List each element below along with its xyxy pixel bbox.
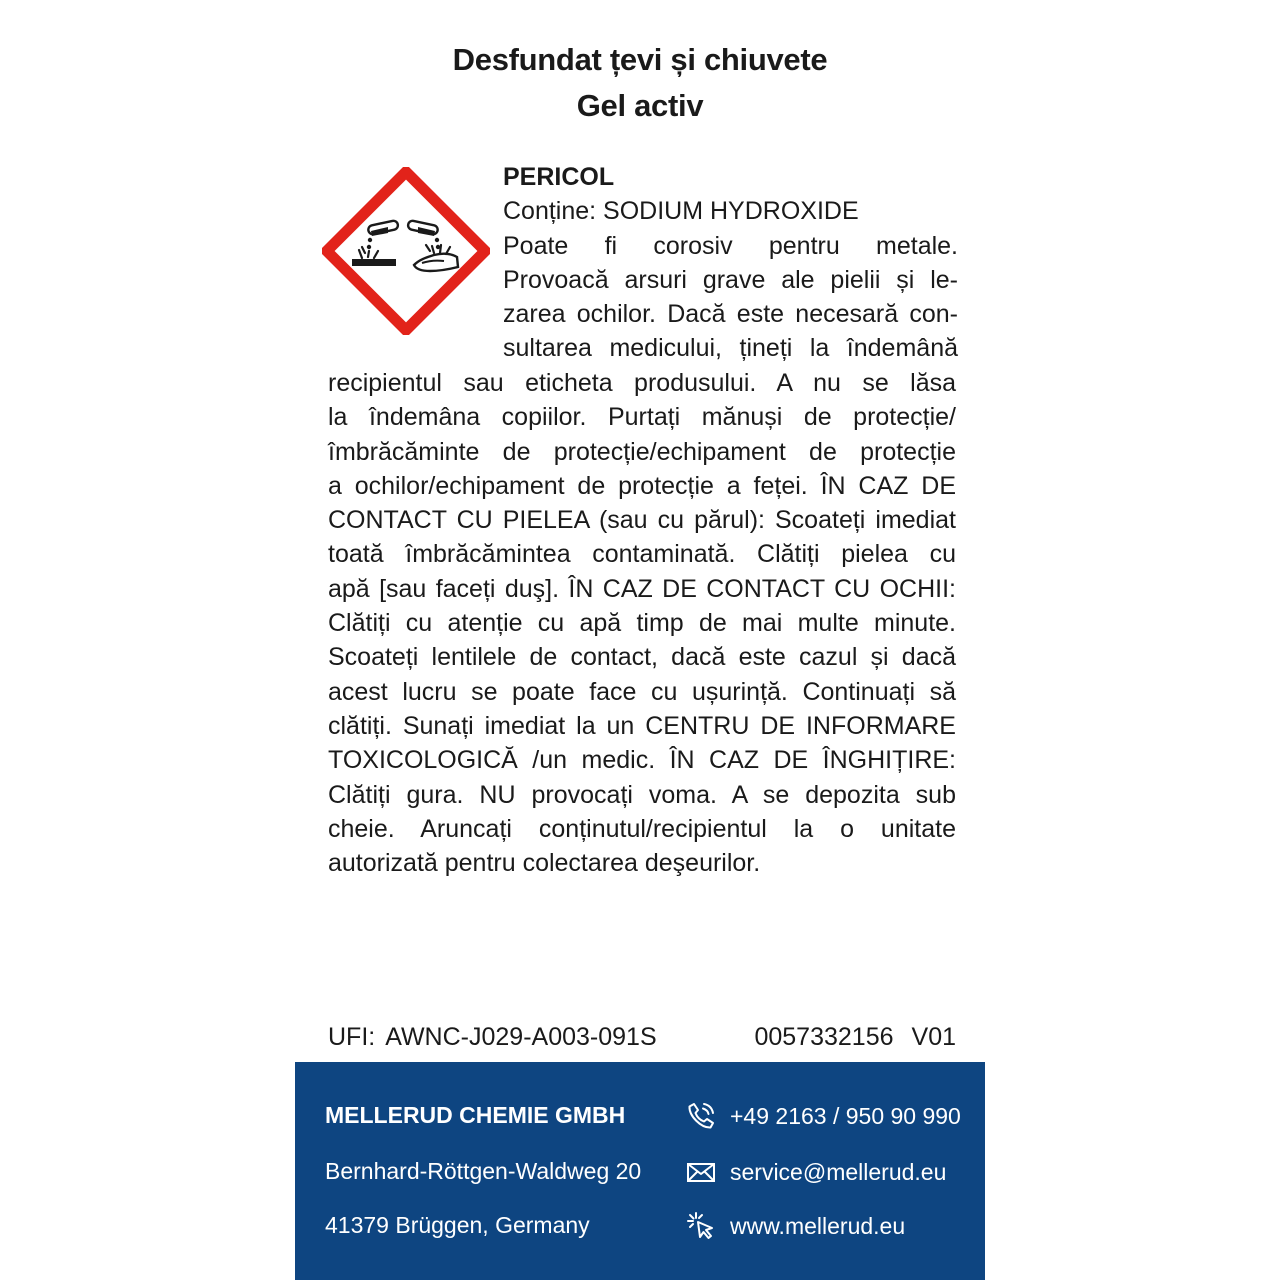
hazard-line: clătiți. Sunați imediat la un CENTRU DE INFORMARE bbox=[328, 711, 956, 740]
phone-icon bbox=[685, 1100, 717, 1132]
hazard-line: autorizată pentru colectarea deşeurilor. bbox=[328, 849, 761, 878]
company-street: Bernhard-Röttgen-Waldweg 20 bbox=[325, 1158, 642, 1184]
hazard-line: toată îmbrăcămintea contaminată. Clătiți pielea cu bbox=[328, 540, 956, 569]
hazard-line: cheie. Aruncați conținutul/recipientul la o unitate bbox=[328, 814, 956, 843]
hazard-line: Clătiți cu atenție cu apă timp de mai multe minute. bbox=[328, 609, 956, 638]
article-number: 0057332156 bbox=[754, 1023, 894, 1051]
hazard-line: apă [sau faceți duş]. ÎN CAZ DE CONTACT CU OCHII: bbox=[328, 574, 956, 603]
hazard-line: TOXICOLOGICĂ /un medic. ÎN CAZ DE ÎNGHIȚIRE: bbox=[328, 746, 956, 775]
hazard-statements-top bbox=[503, 160, 958, 366]
product-title: Desfundat țevi și chiuvete bbox=[452, 42, 828, 77]
hazard-line: a ochilor/echipament de protecție a feței. ÎN CAZ DE bbox=[328, 471, 956, 500]
envelope-icon bbox=[685, 1156, 717, 1188]
hazard-line: recipientul sau eticheta produsului. A nu se lăsa bbox=[328, 369, 956, 397]
article-code bbox=[754, 1020, 956, 1054]
hazard-line: Clătiți gura. NU provocați voma. A se depozita sub bbox=[328, 780, 956, 809]
phone-contact[interactable] bbox=[685, 1100, 961, 1132]
cursor-click-icon bbox=[685, 1210, 717, 1242]
signal-word: PERICOL bbox=[503, 163, 615, 191]
ufi-code bbox=[328, 1020, 667, 1054]
product-subtitle: Gel activ bbox=[576, 88, 704, 123]
ufi-label: UFI: bbox=[328, 1023, 376, 1051]
codes-row bbox=[328, 1020, 956, 1054]
corrosion-icon bbox=[322, 167, 490, 335]
hazard-line: acest lucru se poate face cu ușurință. Continuați să bbox=[328, 677, 956, 706]
website-contact[interactable] bbox=[685, 1210, 905, 1242]
hazard-line: Scoateți lentilele de contact, dacă este cazul și dacă bbox=[328, 643, 956, 672]
company-city: 41379 Brüggen, Germany bbox=[325, 1212, 590, 1238]
version-label: V01 bbox=[911, 1023, 956, 1051]
hazard-line: îmbrăcăminte de protecție/echipament de protecție bbox=[328, 437, 956, 466]
company-name: MELLERUD CHEMIE GMBH bbox=[325, 1102, 626, 1128]
hazard-line: CONTACT CU PIELEA (sau cu părul): Scoateți imediat bbox=[328, 506, 956, 535]
hazard-line: sultarea medicului, țineți la îndemână bbox=[503, 334, 958, 363]
contains-line: Conține: SODIUM HYDROXIDE bbox=[503, 197, 859, 226]
email-contact[interactable] bbox=[685, 1156, 946, 1188]
hazard-line: la îndemâna copiilor. Purtați mănuși de protecție/ bbox=[328, 403, 956, 432]
hazard-line: zarea ochilor. Dacă este necesară con- bbox=[503, 300, 958, 329]
hazard-statements-body bbox=[328, 366, 956, 880]
hazard-line: Provoacă arsuri grave ale pielii și le- bbox=[503, 265, 958, 294]
email-address: service@mellerud.eu bbox=[730, 1159, 947, 1185]
company-footer bbox=[295, 1062, 985, 1280]
phone-number: +49 2163 / 950 90 990 bbox=[730, 1103, 961, 1129]
website-url: www.mellerud.eu bbox=[730, 1213, 906, 1239]
ufi-value: AWNC-J029-A003-091S bbox=[385, 1023, 657, 1051]
hazard-line: Poate fi corosiv pentru metale. bbox=[503, 231, 958, 260]
